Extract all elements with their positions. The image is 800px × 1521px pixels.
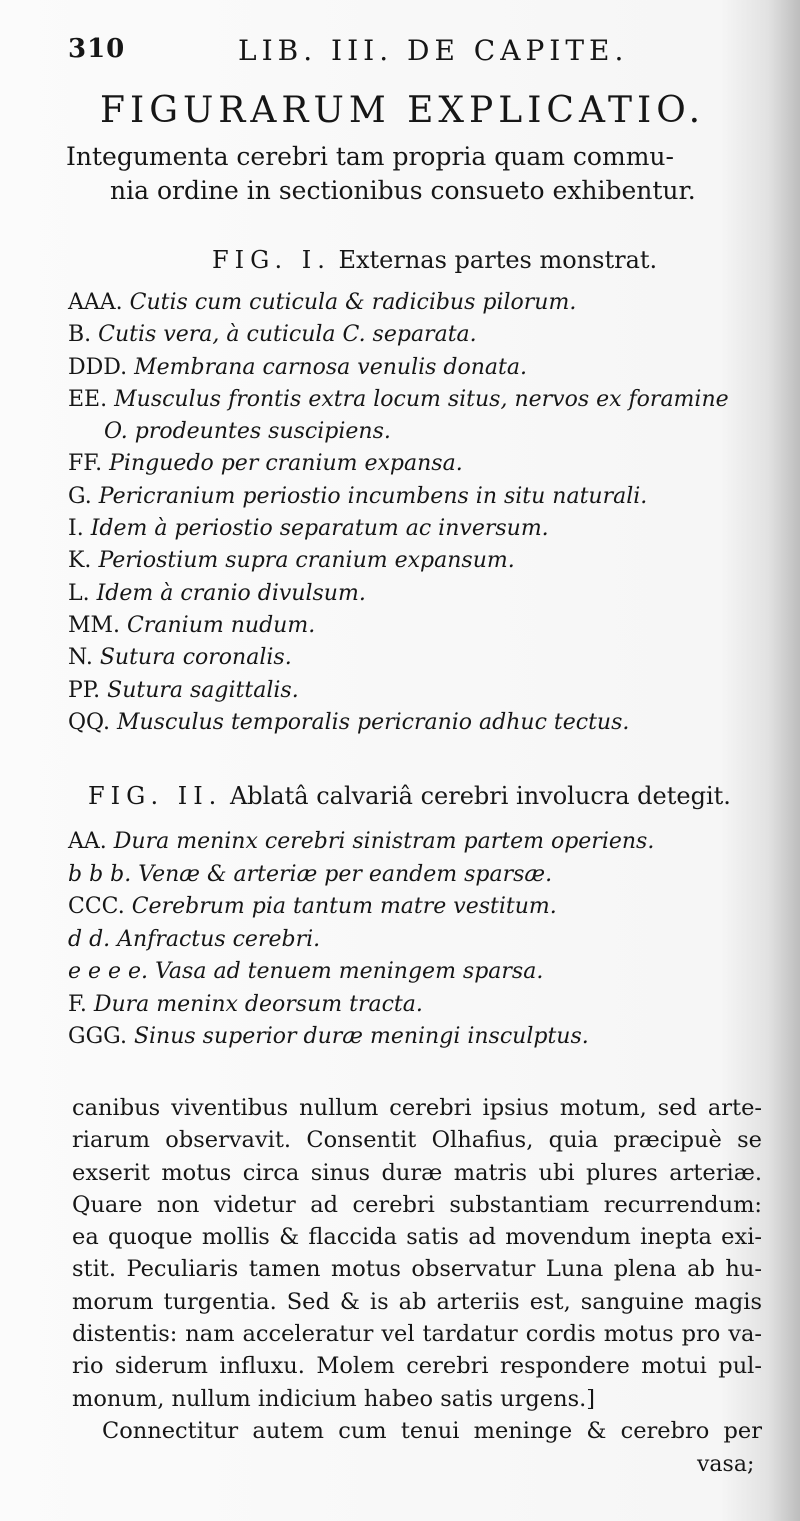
legend-desc: Sinus superior duræ meningi insculptus. — [133, 1024, 589, 1049]
legend-entry — [68, 287, 768, 319]
legend-desc: O. prodeuntes suscipiens. — [104, 419, 391, 445]
legend-entry — [68, 448, 768, 480]
legend-desc: Cutis cum cuticula & radicibus pilorum. — [129, 290, 577, 315]
legend-key: F. — [68, 991, 87, 1017]
legend-entry-continued — [68, 416, 768, 448]
legend-desc: Musculus frontis extra locum situs, nervos ex foramine — [114, 386, 729, 412]
legend-desc: Pericranium periostio incumbens in situ naturali. — [98, 483, 648, 509]
legend-key: MM. — [68, 612, 121, 638]
legend-desc: Venæ & arteriæ per eandem sparsæ. — [138, 861, 553, 887]
legend-key: G. — [68, 483, 92, 509]
legend-desc: Dura meninx deorsum tracta. — [93, 991, 423, 1017]
legend-desc: Sutura sagittalis. — [107, 677, 299, 703]
legend-entry — [68, 826, 768, 859]
catchword: vasa; — [697, 1452, 755, 1477]
legend-key: QQ. — [68, 709, 110, 735]
legend-key: EE. — [68, 386, 108, 412]
legend-entry — [68, 352, 768, 384]
legend-entry — [68, 675, 768, 707]
legend-desc: Periostium supra cranium expansum. — [98, 548, 515, 574]
body-line: Connectitur autem cum tenui meninge & cerebro per — [102, 1417, 762, 1444]
legend-desc: Idem à cranio divulsum. — [96, 580, 366, 606]
legend-key: B. — [68, 322, 92, 348]
legend-entry — [68, 924, 768, 957]
legend-entry — [68, 610, 768, 642]
legend-entry — [68, 642, 768, 674]
figure-label: FIG. I. — [212, 246, 331, 274]
legend-desc: Cranium nudum. — [127, 612, 316, 638]
legend-entry — [68, 956, 768, 989]
section-title: FIGURARUM EXPLICATIO. — [100, 90, 706, 131]
legend-desc: Cerebrum pia tantum matre vestitum. — [131, 894, 557, 919]
legend-desc: Anfractus cerebri. — [117, 926, 321, 952]
legend-key: b b b. — [68, 861, 132, 887]
legend-key: AAA. — [68, 290, 123, 315]
legend-entry — [68, 545, 768, 577]
legend-entry — [68, 319, 768, 351]
body-line: riarum observavit. Consentit Olhafius, quia præcipuè se — [72, 1127, 762, 1154]
body-line: rio siderum influxu. Molem cerebri respondere motui pul- — [72, 1353, 762, 1380]
figure-label: FIG. II. — [88, 782, 223, 810]
body-line: exserit motus circa sinus duræ matris ubi plures arteriæ. — [72, 1159, 762, 1186]
body-line: ea quoque mollis & flaccida satis ad movendum inepta exi- — [72, 1224, 762, 1251]
legend-key: GGG. — [68, 1024, 127, 1049]
figure-1-legend — [68, 287, 768, 739]
legend-key: e e e e. — [68, 959, 149, 984]
figure-2-legend — [68, 826, 768, 1054]
figure-2-heading — [88, 782, 731, 810]
legend-key: d d. — [68, 926, 111, 952]
legend-entry — [68, 578, 768, 610]
body-paragraph — [72, 1092, 762, 1447]
legend-key: CCC. — [68, 894, 125, 919]
figure-caption: Externas partes monstrat. — [338, 246, 658, 274]
page-header — [68, 30, 708, 70]
legend-desc: Idem à periostio separatum ac inversum. — [90, 516, 549, 542]
legend-entry — [68, 859, 768, 892]
body-line: monum, nullum indicium habeo satis urgens.] — [72, 1385, 596, 1412]
body-line: Quare non videtur ad cerebri substantiam recurrendum: — [72, 1191, 762, 1218]
legend-desc: Pinguedo per cranium expansa. — [109, 451, 463, 477]
legend-entry — [68, 513, 768, 545]
legend-desc: Musculus temporalis pericranio adhuc tectus. — [116, 709, 630, 735]
legend-key: L. — [68, 580, 90, 606]
legend-key: I. — [68, 516, 84, 542]
legend-desc: Vasa ad tenuem meningem sparsa. — [155, 959, 544, 984]
page-number: 310 — [68, 34, 126, 64]
figure-caption: Ablatâ calvariâ cerebri involucra detegit. — [229, 782, 731, 810]
body-line: distentis: nam acceleratur vel tardatur cordis motus pro va- — [72, 1321, 762, 1348]
body-line: canibus viventibus nullum cerebri ipsius motum, sed arte- — [72, 1095, 762, 1121]
legend-entry — [68, 481, 768, 513]
intro-paragraph — [66, 140, 766, 208]
intro-line: Integumenta cerebri tam propria quam commu- — [66, 142, 674, 171]
legend-key: N. — [68, 645, 93, 671]
figure-1-heading — [212, 246, 657, 274]
legend-desc: Sutura coronalis. — [99, 645, 292, 671]
legend-key: PP. — [68, 677, 101, 703]
legend-entry — [68, 891, 768, 924]
legend-entry — [68, 989, 768, 1022]
body-line: stit. Peculiaris tamen motus observatur Luna plena ab hu- — [72, 1256, 762, 1283]
legend-key: DDD. — [68, 354, 128, 380]
intro-line: nia ordine in sectionibus consueto exhibentur. — [110, 176, 696, 205]
legend-desc: Membrana carnosa venulis donata. — [134, 354, 527, 380]
legend-entry — [68, 384, 768, 416]
legend-key: FF. — [68, 451, 103, 477]
legend-key: AA. — [68, 829, 107, 854]
legend-entry — [68, 707, 768, 739]
legend-entry — [68, 1021, 768, 1054]
body-line: morum turgentia. Sed & is ab arteriis est, sanguine magis — [72, 1288, 762, 1315]
legend-key: K. — [68, 548, 92, 574]
running-title: LIB. III. DE CAPITE. — [238, 34, 629, 67]
legend-desc: Cutis vera, à cuticula C. separata. — [98, 322, 477, 348]
legend-desc: Dura meninx cerebri sinistram partem operiens. — [113, 829, 655, 854]
